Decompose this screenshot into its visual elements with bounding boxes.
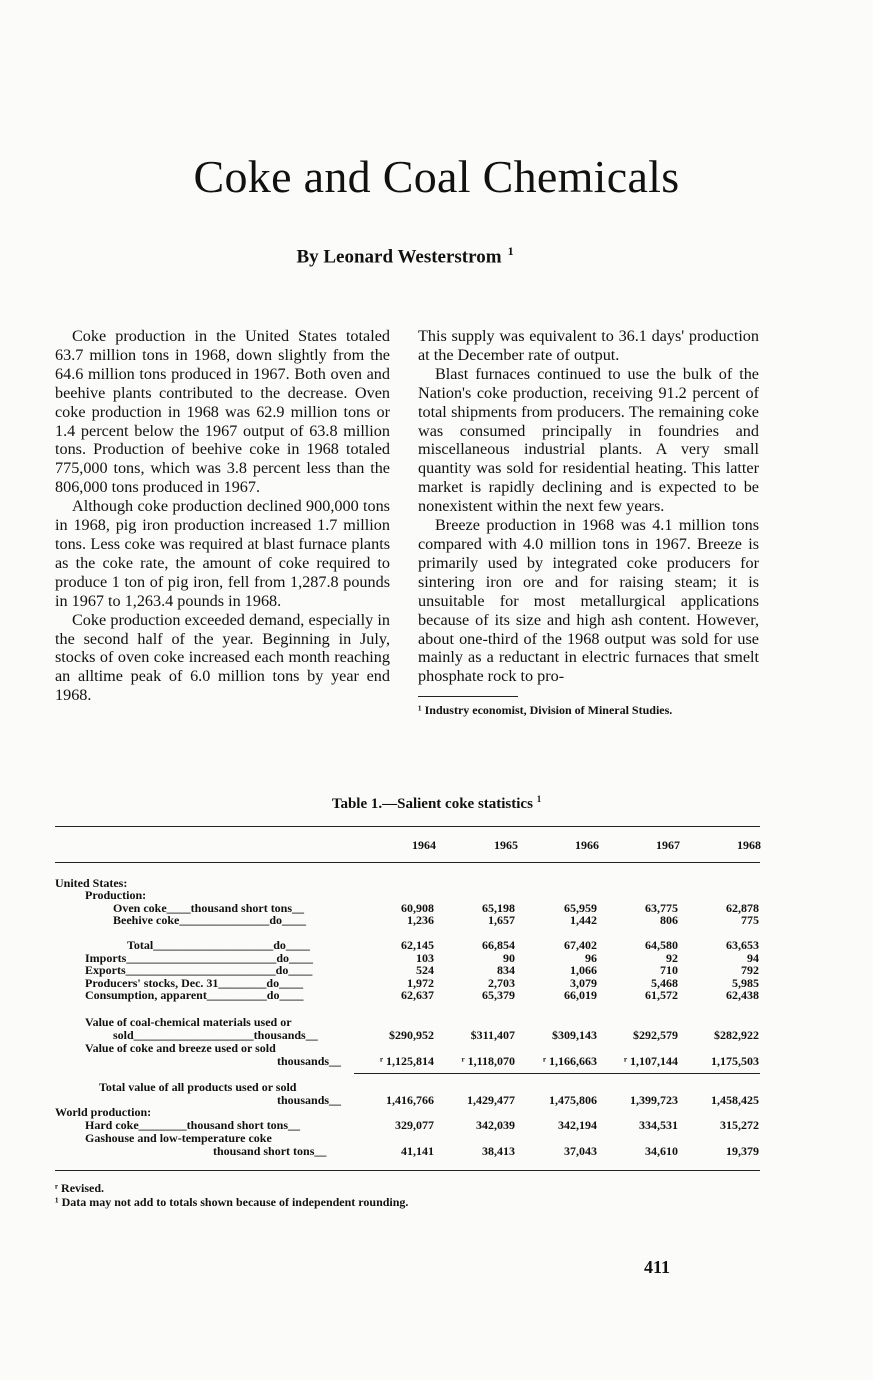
table-cell: 63,775 [645,901,678,915]
table-cell: 92 [666,951,678,965]
table-cell: 1,236 [407,913,434,927]
table-cell: 103 [416,951,434,965]
table-footnote: ¹ Data may not add to totals shown because of independent rounding. [55,1195,409,1209]
table-header-row [55,839,760,852]
table-cell: 1,972 [407,976,434,990]
table-cell: 96 [585,951,597,965]
table-cell: 62,878 [726,901,759,915]
table-cell: 1,175,503 [711,1054,759,1068]
year-header: 1965 [494,838,518,852]
table-title [0,794,873,813]
table-cell: $311,407 [470,1028,515,1042]
table-cell: 5,468 [651,976,678,990]
table-row [55,1055,760,1068]
table-row [55,989,760,1002]
author-byline [0,244,810,268]
article-title: Coke and Coal Chemicals [193,151,680,202]
table-cell: 1,458,425 [711,1093,759,1107]
row-label: Oven coke____thousand short tons__ [113,901,305,915]
author-footnote-mark: 1 [507,244,514,258]
table-cell: 524 [416,963,434,977]
table-cell: 38,413 [482,1144,515,1158]
table-cell: 41,141 [401,1144,434,1158]
table-cell: $309,143 [552,1028,597,1042]
row-label: Imports_________________________do____ [85,951,314,965]
paragraph: This supply was equivalent to 36.1 days' production at the December rate of output. [418,327,759,364]
row-label: Production: [85,888,147,902]
row-label: Beehive coke_______________do____ [113,913,306,927]
table-cell: ʳ 1,118,070 [461,1054,515,1068]
year-header: 1968 [737,838,761,852]
row-label: Producers' stocks, Dec. 31________do____ [85,976,304,990]
row-label: Consumption, apparent__________do____ [85,988,304,1002]
page-number: 411 [644,1257,671,1277]
subtotal-rule [354,1073,760,1074]
table-cell: ʳ 1,107,144 [623,1054,678,1068]
table-cell: ʳ 1,166,663 [542,1054,597,1068]
author-name: By Leonard Westerstrom [296,246,502,268]
table-cell: 64,580 [645,938,678,952]
table-cell: 342,039 [476,1118,515,1132]
table-header-rule [55,862,760,863]
paragraph: Blast furnaces continued to use the bulk of the Nation's coke production, receiving 91.2 percent of total shipments from producers. The remaining coke was consumed principally in foundries and miscellaneous industrial plants. A very small quantity was sold for residential heating. This latter market is rapidly declining and is expected to be nonexistent within the next few years. [418,364,759,516]
row-label: Total____________________do____ [127,938,310,952]
table-cell: 62,637 [401,988,434,1002]
table-cell: 1,399,723 [630,1093,678,1107]
row-label: Gashouse and low-temperature coke [85,1131,272,1145]
table-cell: 5,985 [732,976,759,990]
table-cell: 1,442 [570,913,597,927]
paragraph: Breeze production in 1968 was 4.1 million tons compared with 4.0 million tons in 1967. Breeze is primarily used by integrated coke producers for sintering iron ore and for raising steam; it is unsuitable for most metallurgical applications because of its size and high ash content. However, about one-third of the 1968 output was sold for use mainly as a reductant in electric furnaces that smelt phosphate rock to pro- [418,516,759,686]
table-cell: 62,145 [401,938,434,952]
table-cell: 1,066 [570,963,597,977]
table-cell: 19,379 [726,1144,759,1158]
table-cell: 2,703 [488,976,515,990]
year-header: 1964 [412,838,436,852]
table-cell: 65,959 [564,901,597,915]
table-cell: 315,272 [720,1118,759,1132]
table-cell: 1,657 [488,913,515,927]
table-cell: 329,077 [395,1118,434,1132]
table-cell: 60,908 [401,901,434,915]
row-label: Value of coal-chemical materials used or [85,1015,292,1029]
table-cell: 63,653 [726,938,759,952]
paragraph: Coke production exceeded demand, especially in the second half of the year. Beginning in July, stocks of oven coke increased each month reaching an alltime peak of 6.0 million tons by year end 1968. [55,610,390,705]
table-cell: 1,475,806 [549,1093,597,1107]
table-cell: 90 [503,951,515,965]
table-cell: $290,952 [389,1028,434,1042]
right-text-column [418,327,759,717]
table-bottom-rule [55,1170,760,1171]
table-cell: 94 [747,951,759,965]
table-cell: 66,019 [564,988,597,1002]
table-cell: 34,610 [645,1144,678,1158]
table-cell: 62,438 [726,988,759,1002]
table-title-mark: 1 [536,794,542,804]
table-cell: 806 [660,913,678,927]
row-label: thousands__ [277,1093,342,1107]
year-header: 1966 [575,838,599,852]
table-cell: 775 [741,913,759,927]
table-row [55,1145,760,1158]
row-label: Hard coke________thousand short tons__ [85,1118,301,1132]
table-footnote: ʳ Revised. [55,1181,105,1195]
paragraph: Coke production in the United States totaled 63.7 million tons in 1968, down slightly from the 64.6 million tons produced in 1967. Both oven and beehive plants contributed to the decrease. Oven coke production in 1968 was 62.9 million tons or 1.4 percent below the 1967 output of 63.8 million tons. Production of beehive coke in 1968 totaled 775,000 tons, which was 3.8 percent less than the 806,000 tons produced in 1967. [55,327,390,497]
table-cell: 342,194 [558,1118,597,1132]
table-cell: 1,429,477 [467,1093,515,1107]
table-cell: 1,416,766 [386,1093,434,1107]
table-cell: 37,043 [564,1144,597,1158]
row-label: Exports_________________________do____ [85,963,313,977]
table-cell: 710 [660,963,678,977]
row-label: United States: [55,876,128,890]
table-cell: 61,572 [645,988,678,1002]
author-footnote: ¹ Industry economist, Division of Mineral Studies. [418,703,673,718]
table-cell: 834 [497,963,515,977]
table-cell: 3,079 [570,976,597,990]
table-cell: 67,402 [564,938,597,952]
row-label: Total value of all products used or sold [99,1080,297,1094]
row-label: World production: [55,1105,152,1119]
table-top-rule [55,826,760,827]
row-label: Value of coke and breeze used or sold [85,1041,276,1055]
footnote-divider [418,696,518,697]
table-row [55,914,760,927]
row-label: thousands__ [277,1054,342,1068]
paragraph: Although coke production declined 900,000 tons in 1968, pig iron production increased 1.7 million tons. Less coke was required at blast furnace plants as the coke rate, the amount of coke required to produce 1 ton of pig iron, fell from 1,287.8 pounds in 1967 to 1,263.4 pounds in 1968. [55,497,390,610]
table-cell: $282,922 [714,1028,759,1042]
row-label: sold____________________thousands__ [113,1028,318,1042]
table-cell: $292,579 [633,1028,678,1042]
table-cell: 65,198 [482,901,515,915]
table-title-text: Table 1.—Salient coke statistics [331,796,533,812]
row-label: thousand short tons__ [213,1144,327,1158]
table-cell: ʳ 1,125,814 [379,1054,434,1068]
table-cell: 65,379 [482,988,515,1002]
year-header: 1967 [656,838,680,852]
table-cell: 66,854 [482,938,515,952]
left-text-column [55,327,390,705]
table-cell: 792 [741,963,759,977]
table-cell: 334,531 [639,1118,678,1132]
